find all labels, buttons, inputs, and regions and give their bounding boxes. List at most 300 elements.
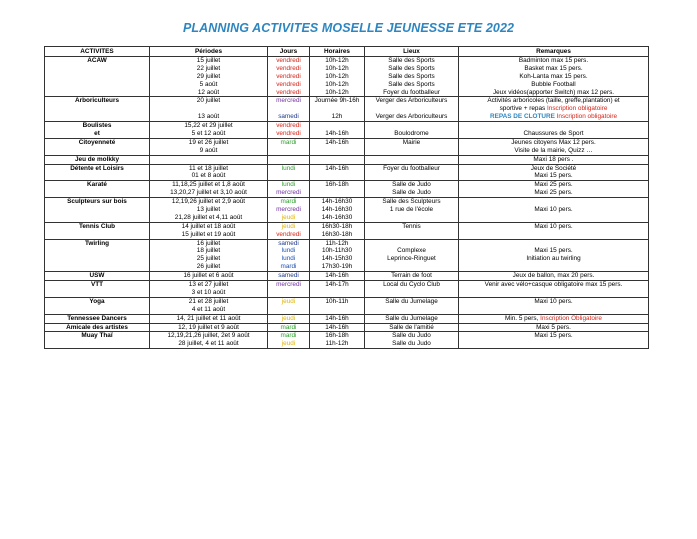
place-text: Salle des Sports xyxy=(388,57,435,64)
remark-text: Maxi 10 pers. xyxy=(534,206,573,214)
table-row xyxy=(45,239,649,272)
days-cell xyxy=(268,181,310,198)
places-cell xyxy=(365,281,459,298)
hours-text: 10h-12h xyxy=(325,57,349,64)
table-row xyxy=(45,272,649,281)
hours-text: 14h-15h30 xyxy=(321,255,353,263)
days-cell xyxy=(268,332,310,349)
days-cell xyxy=(268,281,310,298)
days-cell xyxy=(268,198,310,223)
day-text: jeudi xyxy=(281,297,296,305)
place-text: Salle du Jumelage xyxy=(385,314,438,322)
hours-text: 14h-16h xyxy=(325,323,349,331)
hours-text: 14h-16h30 xyxy=(321,198,353,206)
hours-text xyxy=(311,189,363,197)
activity-cell xyxy=(45,314,150,323)
period-text: 4 et 11 août xyxy=(191,305,226,313)
day-text xyxy=(269,147,308,155)
hours-cell xyxy=(310,323,365,332)
activity-name: Détente et Loisirs xyxy=(70,164,124,172)
activity-name: Twirling xyxy=(84,239,110,247)
remark-text: Inscription Obligatoire xyxy=(540,314,602,322)
place-text: Boulodrome xyxy=(394,130,429,138)
days-cell xyxy=(268,122,310,139)
periods-cell xyxy=(150,122,268,139)
place-text: Salle des Sports xyxy=(388,72,435,80)
day-text: vendredi xyxy=(276,57,301,64)
activity-name: Karaté xyxy=(87,181,107,189)
day-text: jeudi xyxy=(281,314,296,322)
hours-text: 14h-16h xyxy=(325,130,349,138)
place-text xyxy=(366,147,457,155)
table-row xyxy=(45,314,649,323)
remarks-cell xyxy=(459,314,649,323)
remark-text: REPAS DE CLOTURE xyxy=(489,113,555,121)
hours-text: 12h xyxy=(331,113,343,121)
remarks-cell xyxy=(459,198,649,223)
places-cell xyxy=(365,222,459,239)
activity-cell xyxy=(45,198,150,223)
day-text: lundi xyxy=(281,164,296,172)
remarks-cell xyxy=(459,155,649,164)
remark-line xyxy=(460,156,647,164)
period-text: 26 juillet xyxy=(196,263,221,271)
period-text xyxy=(151,156,266,164)
place-text: Local du Cyclo Club xyxy=(383,281,440,289)
header-periodes: Périodes xyxy=(150,47,268,57)
activity-name: Yoga xyxy=(89,297,105,305)
remark-line xyxy=(460,57,647,65)
remark-line xyxy=(460,206,647,214)
day-text xyxy=(269,172,308,180)
day-text: samedi xyxy=(278,272,299,280)
remark-line xyxy=(460,113,647,121)
activity-name: ACAW xyxy=(87,57,107,64)
hours-text xyxy=(311,306,363,314)
hours-text: 16h-18h xyxy=(325,181,349,189)
day-text: mardi xyxy=(280,198,297,206)
periods-cell xyxy=(150,198,268,223)
period-text: 12 août xyxy=(197,88,220,96)
places-cell xyxy=(365,57,459,97)
place-text: Leprince-Ringuet xyxy=(387,255,436,263)
period-text: 3 et 10 août xyxy=(191,288,226,296)
place-text: Verger des Arboriculteurs xyxy=(375,113,448,121)
remark-line xyxy=(460,122,647,130)
table-row xyxy=(45,332,649,349)
period-text: 15 juillet xyxy=(196,57,221,64)
place-text: Salle de l'amitié xyxy=(389,323,434,331)
day-text: vendredi xyxy=(276,88,301,96)
day-text: vendredi xyxy=(276,72,301,80)
period-text: 16 juillet xyxy=(196,239,221,247)
remark-line xyxy=(460,332,647,340)
remarks-cell xyxy=(459,122,649,139)
remark-line xyxy=(460,65,647,73)
place-text: Salle de Judo xyxy=(392,181,431,189)
remark-text: Maxi 5 pers. xyxy=(536,323,571,331)
days-cell xyxy=(268,57,310,97)
activity-name: Sculpteurs sur bois xyxy=(67,198,127,206)
place-text: Complexe xyxy=(397,247,426,255)
remark-text: Maxi 10 pers. xyxy=(534,222,573,230)
hours-text: 14h-16h xyxy=(325,164,349,172)
activity-cell xyxy=(45,138,150,155)
activity-name: USW xyxy=(89,272,105,280)
remark-line xyxy=(460,289,647,297)
remark-text: Maxi 25 pers. xyxy=(534,181,573,189)
day-text: jeudi xyxy=(281,222,296,230)
remark-text: Maxi 15 pers. xyxy=(534,247,573,255)
hours-text: 11h-12h xyxy=(325,239,349,247)
hours-text: 11h-12h xyxy=(325,340,349,348)
remark-line xyxy=(460,139,647,147)
hours-cell xyxy=(310,122,365,139)
hours-text: 14h-16h30 xyxy=(321,213,353,221)
periods-cell xyxy=(150,323,268,332)
remarks-cell xyxy=(459,222,649,239)
day-text: mercredi xyxy=(276,189,301,197)
remark-line xyxy=(460,130,647,138)
header-jours: Jours xyxy=(268,47,310,57)
days-cell xyxy=(268,138,310,155)
periods-cell xyxy=(150,281,268,298)
day-text xyxy=(269,289,308,297)
hours-text xyxy=(311,122,363,130)
remark-line xyxy=(460,181,647,189)
hours-cell xyxy=(310,164,365,181)
place-text: 1 rue de l'école xyxy=(389,206,434,214)
period-text: 14, 21 juillet et 11 août xyxy=(176,314,241,322)
day-text: lundi xyxy=(281,181,296,189)
remarks-cell xyxy=(459,323,649,332)
hours-text xyxy=(311,105,363,113)
places-cell xyxy=(365,155,459,164)
period-text: 20 juillet xyxy=(196,97,221,105)
period-text: 11,18,25 juillet et 1,8 août xyxy=(172,181,245,189)
remark-text: Jeux de Société xyxy=(530,164,577,172)
remark-text: Maxi 15 pers. xyxy=(534,172,573,180)
day-text: mardi xyxy=(280,332,297,340)
days-cell xyxy=(268,272,310,281)
places-cell xyxy=(365,181,459,198)
day-text: lundi xyxy=(281,247,296,255)
hours-cell xyxy=(310,198,365,223)
place-text: Salle de Judo xyxy=(392,189,431,197)
periods-cell xyxy=(150,239,268,272)
remark-line xyxy=(460,172,647,180)
days-cell xyxy=(268,97,310,122)
periods-cell xyxy=(150,314,268,323)
period-text: 13 juillet xyxy=(196,206,221,214)
hours-text: 14h-16h xyxy=(325,314,349,322)
remark-line xyxy=(460,231,647,239)
remark-line xyxy=(460,105,647,113)
period-text: 18 juillet xyxy=(196,247,221,255)
activity-name: Muay Thaï xyxy=(81,332,113,340)
periods-cell xyxy=(150,332,268,349)
activity-cell xyxy=(45,181,150,198)
remark-line xyxy=(460,272,647,280)
remark-text: Maxi 15 pers. xyxy=(534,332,573,340)
activity-name: et xyxy=(94,130,100,138)
hours-text: 10h-12h xyxy=(325,72,349,80)
period-text: 21,28 juillet et 4,11 août xyxy=(174,213,243,221)
remark-text: Jeunes citoyens Max 12 pers. xyxy=(511,138,596,146)
remarks-cell xyxy=(459,297,649,314)
activity-cell xyxy=(45,155,150,164)
hours-cell xyxy=(310,155,365,164)
places-cell xyxy=(365,239,459,272)
remark-text: Maxi 25 pers. xyxy=(534,189,573,197)
place-text: Salle du Jumelage xyxy=(385,297,438,305)
day-text: mardi xyxy=(280,323,297,331)
remark-line xyxy=(460,73,647,81)
hours-text: 16h-18h xyxy=(325,332,349,340)
remark-line xyxy=(460,306,647,314)
place-text: Foyer du footballeur xyxy=(383,88,440,96)
remarks-cell xyxy=(459,97,649,122)
day-text: vendredi xyxy=(276,64,301,72)
remark-line xyxy=(460,223,647,231)
period-text: 5 août xyxy=(199,80,218,88)
activity-cell xyxy=(45,272,150,281)
place-text xyxy=(366,214,457,222)
activities-table xyxy=(44,46,649,349)
place-text: Salle du Judo xyxy=(392,332,431,340)
place-text xyxy=(366,156,457,164)
activity-cell xyxy=(45,57,150,97)
page-title: PLANNING ACTIVITES MOSELLE JEUNESSE ETE 2022 xyxy=(182,21,515,35)
remark-text: Koh-Lanta max 15 pers. xyxy=(519,72,588,80)
hours-text xyxy=(311,156,363,164)
places-cell xyxy=(365,122,459,139)
days-cell xyxy=(268,323,310,332)
hours-text: 16h30-18h xyxy=(321,222,353,230)
activity-cell xyxy=(45,281,150,298)
remark-line xyxy=(460,189,647,197)
hours-cell xyxy=(310,314,365,323)
table-row xyxy=(45,281,649,298)
remark-text: Bubble Football xyxy=(531,80,576,88)
remark-line xyxy=(460,263,647,271)
hours-text: 10h-11h30 xyxy=(321,247,353,255)
table-row xyxy=(45,138,649,155)
activity-name: Amicale des artistes xyxy=(66,323,128,331)
remarks-cell xyxy=(459,272,649,281)
place-text: Mairie xyxy=(402,138,421,146)
table-row xyxy=(45,155,649,164)
hours-cell xyxy=(310,57,365,97)
remarks-cell xyxy=(459,57,649,97)
remark-text: Initiation au twirling xyxy=(526,255,581,263)
hours-text: 10h-11h xyxy=(325,297,349,305)
day-text: mardi xyxy=(280,263,297,271)
hours-cell xyxy=(310,297,365,314)
periods-cell xyxy=(150,297,268,314)
place-text xyxy=(366,122,457,130)
activity-name: Boulistes xyxy=(82,122,112,130)
place-text: Salle des Sports xyxy=(388,64,435,72)
activity-name: VTT xyxy=(90,281,104,289)
day-text: mercredi xyxy=(276,206,301,214)
header-lieux: Lieux xyxy=(365,47,459,57)
remark-line xyxy=(460,81,647,89)
header-remarques: Remarques xyxy=(459,47,649,57)
place-text xyxy=(366,240,457,248)
day-text: lundi xyxy=(281,255,296,263)
activity-name: Tennessee Dancers xyxy=(67,314,127,322)
table-row xyxy=(45,57,649,97)
remark-line xyxy=(460,89,647,97)
hours-cell xyxy=(310,332,365,349)
days-cell xyxy=(268,222,310,239)
place-text xyxy=(366,105,457,113)
places-cell xyxy=(365,138,459,155)
remark-text: Min. 5 pers, xyxy=(505,314,541,322)
day-text: vendredi xyxy=(276,80,301,88)
day-text: jeudi xyxy=(281,340,296,348)
header-horaires: Horaires xyxy=(310,47,365,57)
activity-name: Arboriculteurs xyxy=(74,97,120,105)
remark-line xyxy=(460,97,647,105)
hours-text: 14h-16h30 xyxy=(321,206,353,214)
hours-cell xyxy=(310,239,365,272)
places-cell xyxy=(365,314,459,323)
place-text: Salle des Sports xyxy=(388,80,435,88)
places-cell xyxy=(365,323,459,332)
table-row xyxy=(45,97,649,122)
hours-cell xyxy=(310,138,365,155)
day-text: samedi xyxy=(278,239,299,247)
period-text: 01 et 8 août xyxy=(191,172,226,180)
day-text: samedi xyxy=(278,113,299,121)
remark-line xyxy=(460,198,647,206)
period-text: 13 août xyxy=(197,113,220,121)
day-text: mardi xyxy=(280,138,297,146)
period-text: 12,19,26 juillet et 2,9 août xyxy=(171,198,246,206)
places-cell xyxy=(365,164,459,181)
activity-name: Tennis Club xyxy=(78,222,116,230)
remark-line xyxy=(460,340,647,348)
hours-text xyxy=(311,289,363,297)
remark-line xyxy=(460,281,647,289)
period-text: 15 juillet et 19 août xyxy=(181,230,236,238)
table-row xyxy=(45,122,649,139)
days-cell xyxy=(268,297,310,314)
table-row xyxy=(45,164,649,181)
table-row xyxy=(45,198,649,223)
activity-cell xyxy=(45,122,150,139)
remark-line xyxy=(460,324,647,332)
hours-text: 14h-16h xyxy=(325,138,349,146)
hours-text: 16h30-18h xyxy=(321,230,353,238)
day-text: mercredi xyxy=(276,281,301,289)
place-text: Salle des Sculpteurs xyxy=(382,198,441,206)
remark-line xyxy=(460,165,647,173)
remarks-cell xyxy=(459,164,649,181)
remark-line xyxy=(460,247,647,255)
periods-cell xyxy=(150,181,268,198)
place-text xyxy=(366,231,457,239)
hours-cell xyxy=(310,97,365,122)
remark-text: Badminton max 15 pers. xyxy=(518,57,589,64)
periods-cell xyxy=(150,272,268,281)
table-row xyxy=(45,297,649,314)
day-text: mercredi xyxy=(276,97,301,105)
hours-text: 14h-17h xyxy=(325,281,349,289)
hours-text xyxy=(311,172,363,180)
remark-text: Inscription obligatoire xyxy=(547,105,608,113)
day-text: vendredi xyxy=(276,122,301,130)
period-text: 25 juillet xyxy=(196,255,221,263)
activity-cell xyxy=(45,97,150,122)
period-text: 13 et 27 juillet xyxy=(188,281,229,289)
days-cell xyxy=(268,239,310,272)
remark-line xyxy=(460,255,647,263)
place-text xyxy=(366,263,457,271)
remarks-cell xyxy=(459,239,649,272)
place-text xyxy=(366,172,457,180)
remark-line xyxy=(460,240,647,248)
remark-text: Maxi 18 pers . xyxy=(533,155,574,163)
table-header xyxy=(45,47,649,57)
day-text xyxy=(269,156,308,164)
hours-text: 10h-12h xyxy=(325,88,349,96)
remark-text: Jeux vidéos(apporter Switch) max 12 pers. xyxy=(492,88,615,96)
place-text: Tennis xyxy=(402,222,421,230)
day-text xyxy=(269,306,308,314)
period-text: 12, 19 juillet et 9 août xyxy=(178,323,239,331)
hours-text: 10h-12h xyxy=(325,64,349,72)
activity-cell xyxy=(45,332,150,349)
day-text: jeudi xyxy=(281,213,296,221)
period-text xyxy=(151,105,266,113)
periods-cell xyxy=(150,155,268,164)
hours-cell xyxy=(310,281,365,298)
remark-line xyxy=(460,298,647,306)
places-cell xyxy=(365,297,459,314)
places-cell xyxy=(365,272,459,281)
hours-cell xyxy=(310,272,365,281)
period-text: 22 juillet xyxy=(196,64,221,72)
day-text xyxy=(269,105,308,113)
remarks-cell xyxy=(459,181,649,198)
period-text: 16 juillet et 6 août xyxy=(183,272,234,280)
period-text: 29 juillet xyxy=(196,72,221,80)
period-text: 19 et 26 juillet xyxy=(188,138,229,146)
remark-text: sportive + repas xyxy=(499,105,548,113)
day-text: vendredi xyxy=(276,130,301,138)
activity-cell xyxy=(45,239,150,272)
hours-text: 10h-12h xyxy=(325,80,349,88)
periods-cell xyxy=(150,222,268,239)
hours-cell xyxy=(310,181,365,198)
place-text: Verger des Arboriculteurs xyxy=(375,97,448,105)
activity-name: Jeu de molkky xyxy=(74,155,120,163)
places-cell xyxy=(365,97,459,122)
remark-line xyxy=(460,315,647,323)
remark-line xyxy=(460,214,647,222)
hours-cell xyxy=(310,222,365,239)
remark-text: Visite de la mairie, Quizz … xyxy=(514,146,593,154)
place-text: Foyer du footballeur xyxy=(383,164,440,172)
period-text: 12,19,21,26 juillet, 2et 9 août xyxy=(167,332,250,340)
remark-line xyxy=(460,147,647,155)
period-text: 28 juillet, 4 et 11 août xyxy=(178,340,239,348)
places-cell xyxy=(365,332,459,349)
period-text: 15,22 et 29 juillet xyxy=(184,122,233,130)
